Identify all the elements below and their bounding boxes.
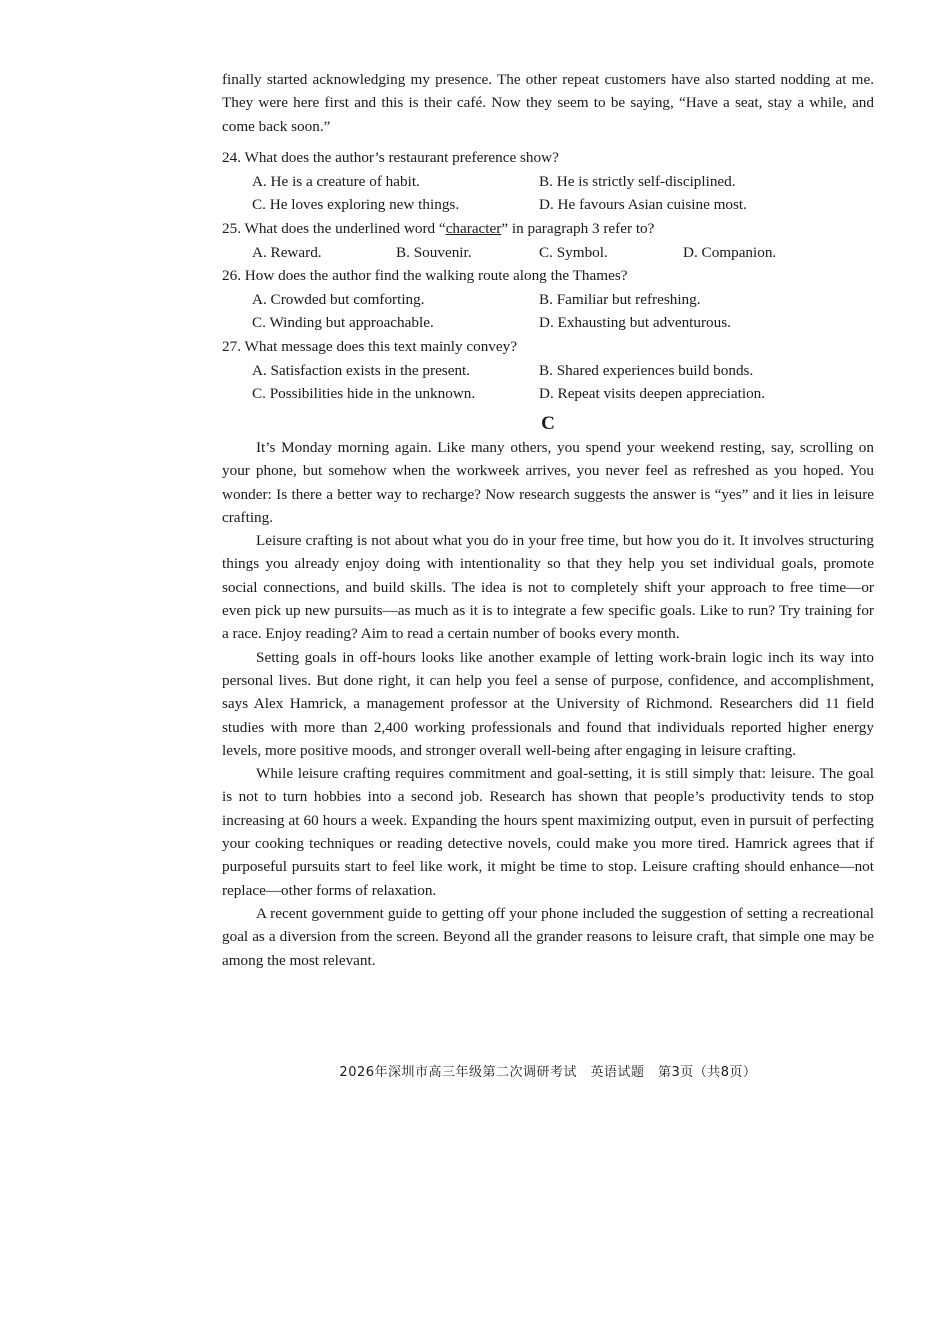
question-options: [222, 288, 874, 335]
question-25: [222, 217, 874, 264]
passage-paragraph: A recent government guide to getting off your phone included the suggestion of setting a recreational goal as a diversion from the screen. Beyond all the grander reasons to leisure craft, that simple one may be among the most relevant.: [222, 904, 874, 969]
option-a: A. Satisfaction exists in the present.: [252, 361, 471, 379]
option-c: C. He loves exploring new things.: [252, 196, 460, 213]
option-d: D. Repeat visits deepen appreciation.: [539, 385, 766, 402]
page-footer: 2026年深圳市高三年级第二次调研考试 英语试题 第3页（共8页）: [339, 1065, 757, 1080]
option-a: A. He is a creature of habit.: [252, 172, 420, 190]
question-24: [222, 146, 874, 217]
option-b: B. He is strictly self-disciplined.: [539, 172, 736, 190]
passage-paragraph: Leisure crafting is not about what you do in your free time, but how you do it. It involves structuring things you already enjoy doing with intentionality so that they help you set individual goals, promote social connections, and build skills. The idea is not to completely shift your approach to free time—or even pick up new pursuits—as much as it is to integrate a few specific goals. Like to run? Try training for a race. Enjoy reading? Aim to read a certain number of books every month.: [222, 532, 874, 643]
option-d: D. He favours Asian cuisine most.: [539, 196, 747, 213]
option-d: D. Exhausting but adventurous.: [539, 314, 731, 331]
question-stem: 27. What message does this text mainly convey?: [222, 338, 517, 355]
question-stem: 25. What does the underlined word “character” in paragraph 3 refer to?: [222, 220, 655, 237]
intro-paragraph: finally started acknowledging my presence. The other repeat customers have also started nodding at me. They were here first and this is their café. Now they seem to be saying, “Have a seat, stay a while, and come back soon.”: [222, 71, 874, 135]
question-options: [222, 241, 874, 265]
passage-paragraph: It’s Monday morning again. Like many others, you spend your weekend resting, say, scrolling on your phone, but somehow when the workweek arrives, you never feel as refreshed as you hoped. You wonder: Is there a better way to recharge? Now research suggests the answer is “yes” and it lies in leisure crafting.: [222, 439, 874, 526]
question-27: [222, 335, 874, 406]
passage-paragraph: Setting goals in off-hours looks like another example of letting work-brain logic inch its way into personal lives. But done right, it can help you feel a sense of purpose, confidence, and accomplishment, says Alex Hamrick, a management professor at the University of Richmond. Researchers did 11 field studies with more than 2,400 working professionals and found that individuals reported higher energy levels, more positive moods, and stronger overall well-being after engaging in leisure crafting.: [222, 648, 874, 759]
option-c: C. Possibilities hide in the unknown.: [252, 385, 476, 402]
option-a: A. Crowded but comforting.: [252, 290, 425, 308]
option-b: B. Familiar but refreshing.: [539, 290, 701, 308]
option-a: A. Reward.: [252, 243, 322, 261]
option-b: B. Souvenir.: [396, 243, 472, 261]
question-26: [222, 264, 874, 335]
section-heading: C: [541, 413, 555, 434]
question-stem: 26. How does the author find the walking route along the Thames?: [222, 267, 628, 284]
passage-paragraph: While leisure crafting requires commitment and goal-setting, it is still simply that: leisure. The goal is not to turn hobbies into a second job. Research has shown that people’s productivity tends to stop increasing at 60 hours a week. Expanding the hours spent maximizing output, even in pursuit of perfecting your cooking techniques or reading detective novels, could make you more tired. Hamrick agrees that if purposeful pursuits start to feel like work, it might be time to stop. Leisure crafting should enhance—not replace—other forms of relaxation.: [222, 765, 874, 899]
question-options: [222, 170, 874, 217]
option-b: B. Shared experiences build bonds.: [539, 361, 754, 379]
option-c: C. Winding but approachable.: [252, 314, 434, 331]
option-d: D. Companion.: [683, 243, 777, 261]
question-stem: 24. What does the author’s restaurant preference show?: [222, 149, 559, 166]
underlined-word: character: [445, 220, 502, 237]
option-c: C. Symbol.: [539, 243, 608, 261]
question-options: [222, 359, 874, 406]
passage-c: [222, 436, 874, 972]
